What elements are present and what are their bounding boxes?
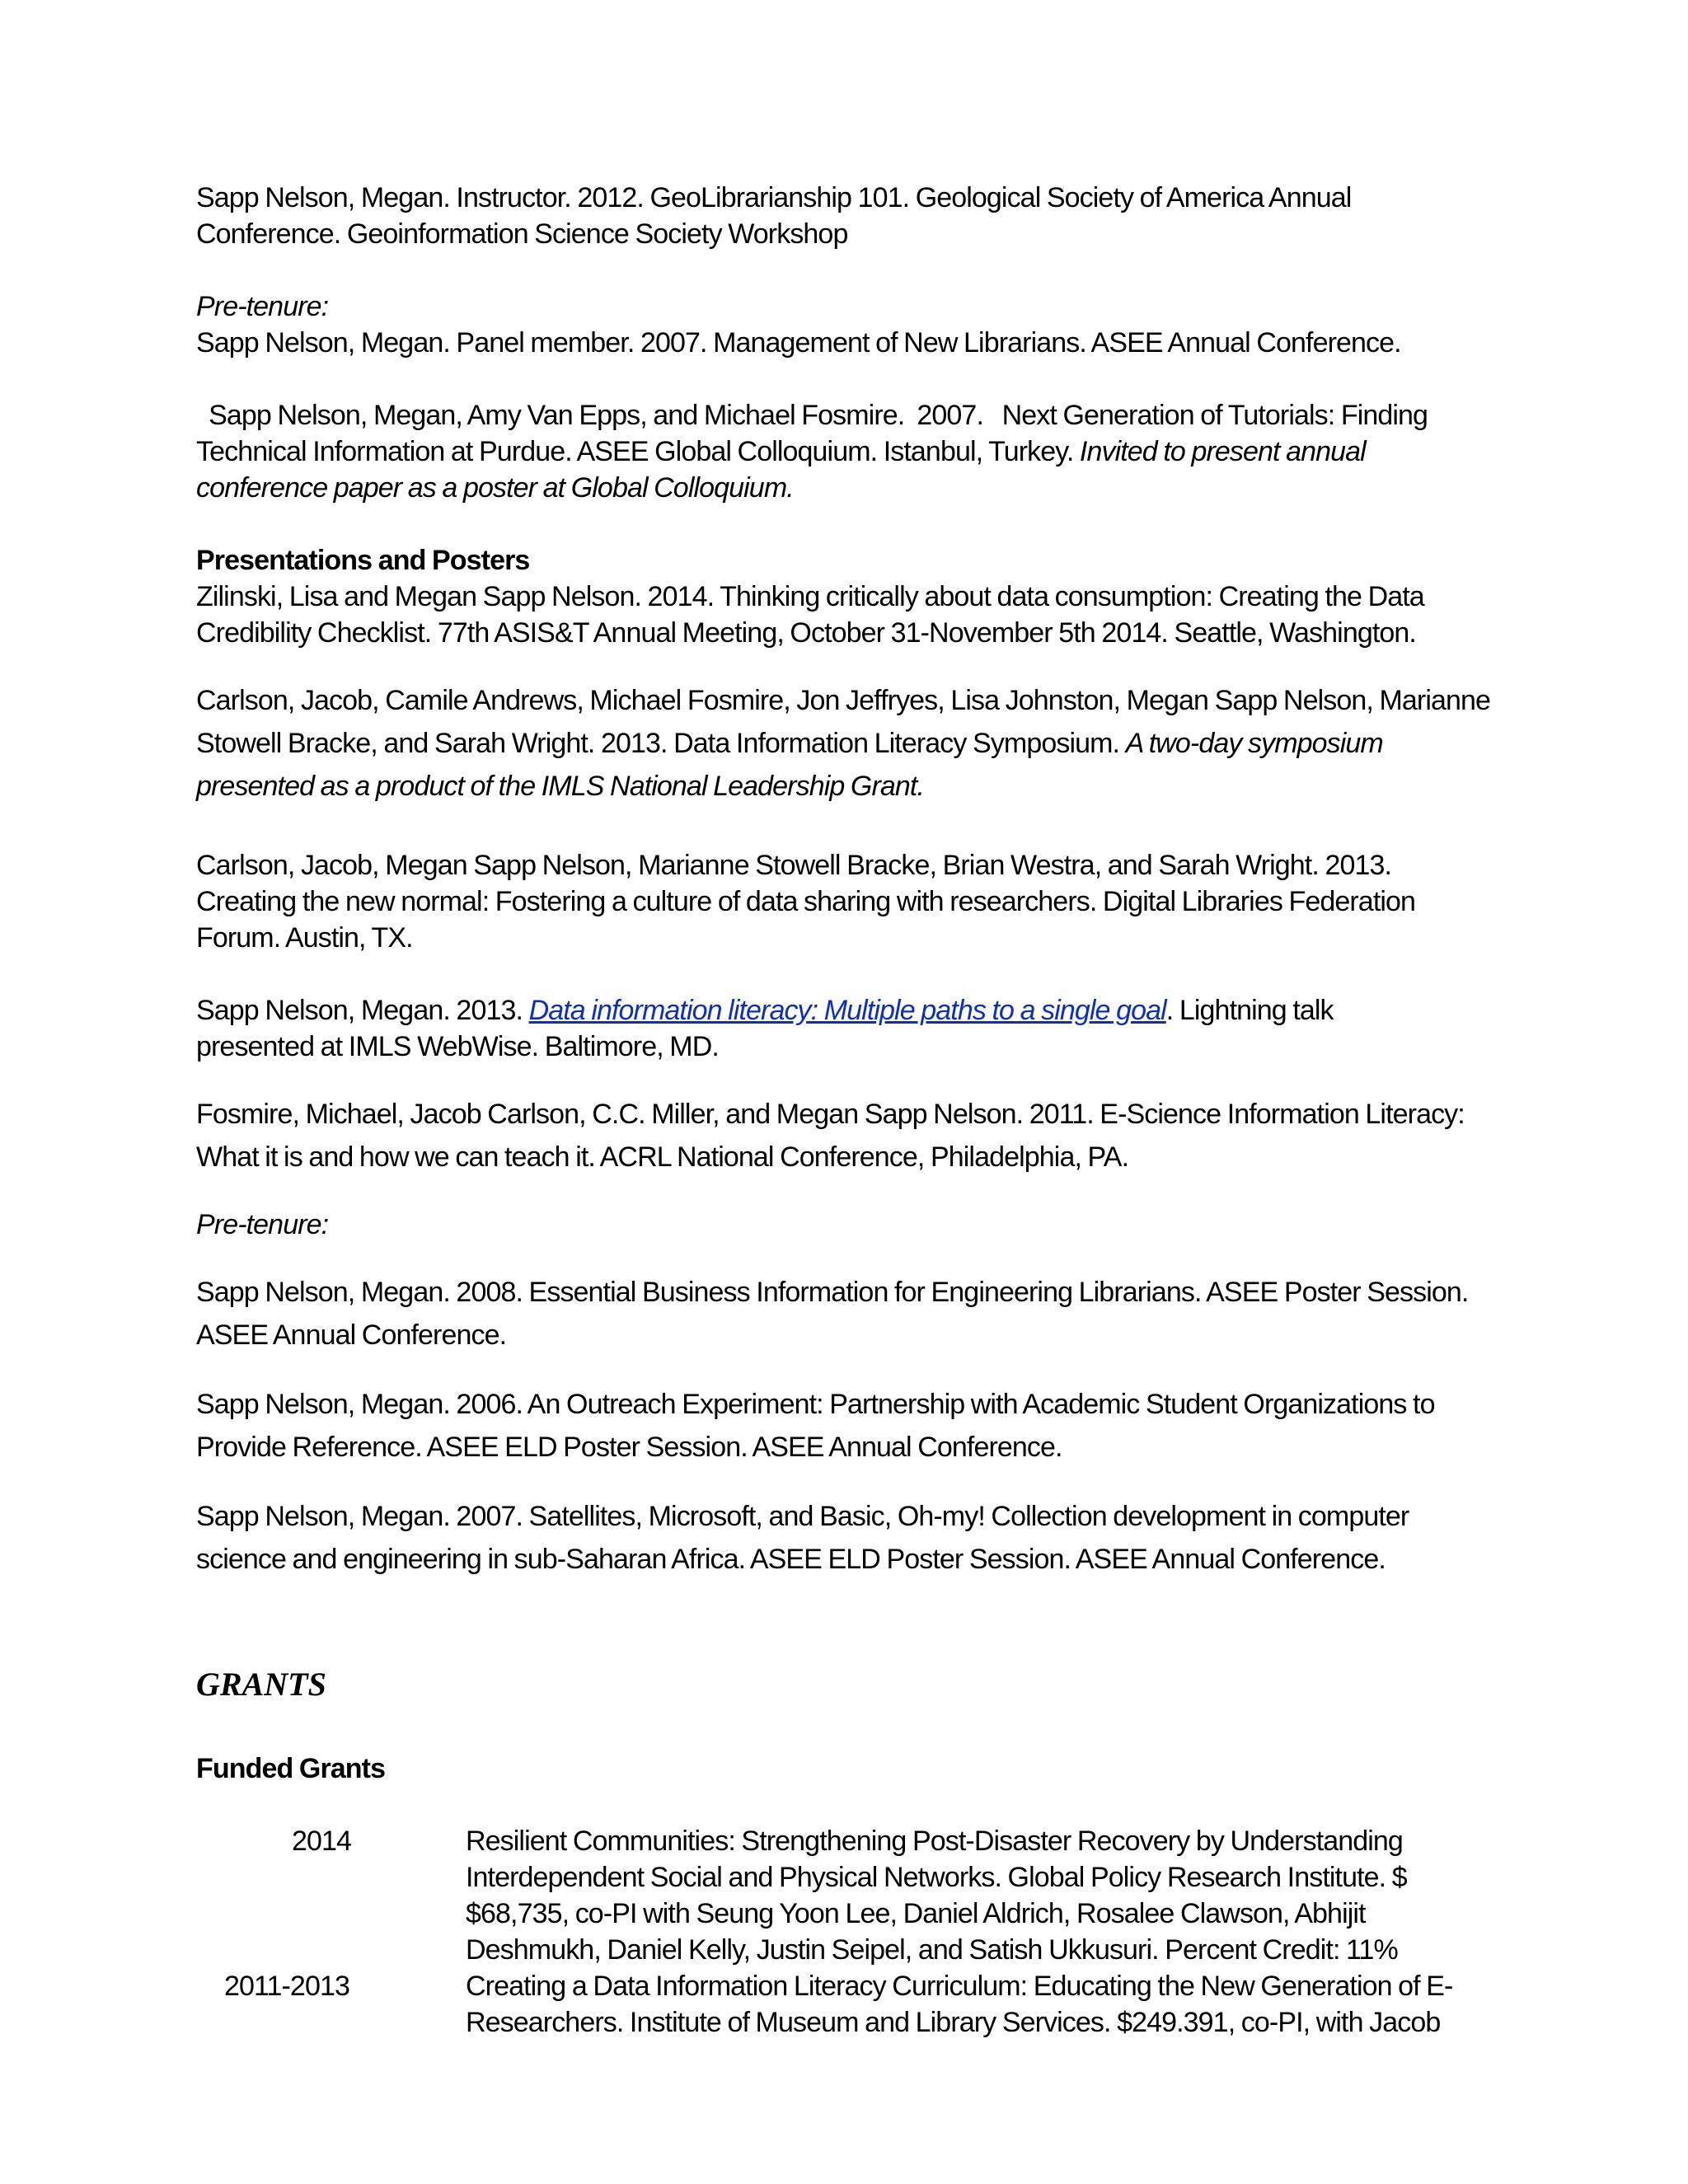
- section-heading-presentations: Presentations and Posters: [196, 545, 530, 576]
- entry-line: Carlson, Jacob, Camile Andrews, Michael Fosmire, Jon Jeffryes, Lisa Johnston, Megan Sapp Nelson, Marianne: [196, 685, 1491, 716]
- grant-description: [466, 1823, 1407, 1968]
- entry-line: Fosmire, Michael, Jacob Carlson, C.C. Miller, and Megan Sapp Nelson. 2011. E-Science Information Literacy:: [196, 1099, 1465, 1130]
- presentation-entry: [196, 1383, 1435, 1469]
- workshop-entry: [196, 180, 1351, 252]
- presentation-entry: [196, 847, 1415, 956]
- grant-line: Researchers. Institute of Museum and Library Services. $249.391, co-PI, with Jacob: [466, 2007, 1441, 2038]
- presentation-entry: [196, 679, 1490, 808]
- grant-description: [466, 1968, 1452, 2041]
- entry-line: Credibility Checklist. 77th ASIS&T Annual Meeting, October 31-November 5th 2014. Seattle, Washington.: [196, 617, 1416, 649]
- entry-note: Invited to present annual: [1079, 436, 1366, 467]
- presentation-entry: [196, 1495, 1409, 1581]
- entry-line: Sapp Nelson, Megan. 2006. An Outreach Experiment: Partnership with Academic Student Organizations to: [196, 1389, 1435, 1420]
- entry-line: [196, 722, 1490, 765]
- panel-entry-2: [196, 397, 1428, 506]
- entry-line: Creating the new normal: Fostering a culture of data sharing with researchers. Digital Libraries Federation: [196, 886, 1416, 917]
- grant-year: 2014: [291, 1825, 352, 1857]
- entry-line: What it is and how we can teach it. ACRL National Conference, Philadelphia, PA.: [196, 1141, 1129, 1173]
- entry-line: Sapp Nelson, Megan. Instructor. 2012. GeoLibrarianship 101. Geological Society of America Annual: [196, 182, 1352, 213]
- entry-line: Provide Reference. ASEE ELD Poster Session. ASEE Annual Conference.: [196, 1432, 1062, 1463]
- entry-line: [196, 992, 1334, 1029]
- entry-line: Conference. Geoinformation Science Society Workshop: [196, 218, 848, 250]
- entry-note: conference paper as a poster at Global Colloquium.: [196, 472, 794, 504]
- entry-text: Sapp Nelson, Megan. 2013.: [196, 995, 529, 1026]
- grant-line: Deshmukh, Daniel Kelly, Justin Seipel, and Satish Ukkusuri. Percent Credit: 11%: [466, 1934, 1398, 1966]
- grant-line: $68,735, co-PI with Seung Yoon Lee, Daniel Aldrich, Rosalee Clawson, Abhijit: [466, 1898, 1366, 1929]
- pretenure-label: Pre-tenure:: [196, 1209, 329, 1240]
- entry-line: Sapp Nelson, Megan. 2007. Satellites, Microsoft, and Basic, Oh-my! Collection development in computer: [196, 1501, 1409, 1532]
- presentation-link[interactable]: Data information literacy: Multiple paths to a single goal: [528, 995, 1166, 1026]
- entry-text: Stowell Bracke, and Sarah Wright. 2013. Data Information Literacy Symposium.: [196, 728, 1126, 759]
- entry-line: Carlson, Jacob, Megan Sapp Nelson, Marianne Stowell Bracke, Brian Westra, and Sarah Wright. 2013.: [196, 850, 1392, 881]
- entry-line: ASEE Annual Conference.: [196, 1319, 507, 1351]
- grant-line: Interdependent Social and Physical Networks. Global Policy Research Institute. $: [466, 1862, 1407, 1893]
- presentation-entry: [196, 992, 1334, 1065]
- entry-note: presented as a product of the IMLS National Leadership Grant.: [196, 771, 925, 802]
- pretenure-label: Pre-tenure:: [196, 291, 329, 322]
- entry-line: Sapp Nelson, Megan, Amy Van Epps, and Michael Fosmire. 2007. Next Generation of Tutorials: Finding: [196, 400, 1428, 431]
- entry-text: . Lightning talk: [1165, 995, 1334, 1026]
- entry-line: [196, 434, 1428, 470]
- entry-line: Zilinski, Lisa and Megan Sapp Nelson. 2014. Thinking critically about data consumption: Creating the Data: [196, 581, 1424, 612]
- grant-line: Creating a Data Information Literacy Curriculum: Educating the New Generation of E-: [466, 1971, 1453, 2002]
- section-heading-grants: GRANTS: [196, 1666, 326, 1703]
- grant-line: Resilient Communities: Strengthening Post-Disaster Recovery by Understanding: [466, 1825, 1403, 1857]
- entry-line: Sapp Nelson, Megan. 2008. Essential Business Information for Engineering Librarians. ASEE Poster Session.: [196, 1277, 1469, 1308]
- entry-line: Forum. Austin, TX.: [196, 922, 413, 954]
- entry-line: science and engineering in sub-Saharan Africa. ASEE ELD Poster Session. ASEE Annual Conference.: [196, 1544, 1386, 1575]
- grant-year: 2011-2013: [224, 1971, 349, 2002]
- entry-text: Technical Information at Purdue. ASEE Global Colloquium. Istanbul, Turkey.: [196, 436, 1080, 467]
- presentation-entry: [196, 1271, 1468, 1357]
- presentation-entry: [196, 1093, 1465, 1179]
- entry-note: A two-day symposium: [1125, 728, 1383, 759]
- subsection-heading-funded-grants: Funded Grants: [196, 1753, 386, 1784]
- entry-line: presented at IMLS WebWise. Baltimore, MD.: [196, 1031, 719, 1062]
- panel-entry: Sapp Nelson, Megan. Panel member. 2007. Management of New Librarians. ASEE Annual Conference.: [196, 327, 1401, 359]
- presentation-entry: [196, 579, 1424, 651]
